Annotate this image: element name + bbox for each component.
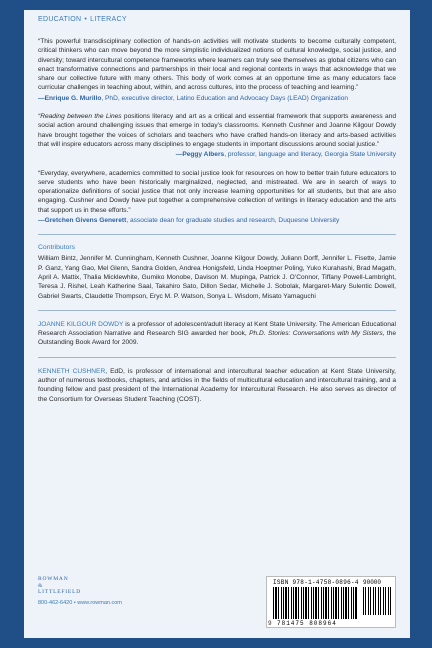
endorsement-attribution-3 (38, 216, 396, 225)
price-code: 90000 (363, 579, 382, 586)
endorsement-quote-1: “This powerful transdisciplinary collection of hands-on activities will motivate students to become culturally competent, critical thinkers who can move beyond the more simplistic individualized notions of cultural knowledge, social justice, and diversity; toward intercultural competence frameworks where learners can truly see themselves as global citizens who can enact transformative connections and partnerships in their local and regional contexts in ways that acknowledge that we share our collective future with many others. This body of work comes at an opportune time as many educators face curricular challenges in teaching about, within, and across cultures, into the process of teaching and learning.” (38, 38, 396, 92)
divider-2 (38, 310, 396, 311)
endorsement-quote-2 (38, 112, 396, 149)
publisher-logo (38, 576, 98, 596)
endorser-role-3: , associate dean for graduate studies and research, Duquesne University (126, 217, 340, 225)
endorser-name-1: —Enrique G. Murillo (38, 94, 102, 102)
endorser-name-2: —Peggy Albers (175, 151, 225, 159)
endorser-role-2: , professor, language and literacy, Georgia State University (224, 151, 396, 159)
endorser-name-3: —Gretchen Givens Generett (38, 217, 127, 225)
content-panel (24, 10, 410, 638)
author-bio-cushner-text: , EdD, is professor of international and intercultural teacher education at Kent State University, author of numerous textbooks, chapters, and articles in the fields of multicultural education and intercultural training, and a founding fellow and past president of the International Academy for Intercultural Research. He also serves as director of the Consortium for Overseas Student Teaching (COST). (38, 367, 396, 403)
author-name-dowdy: JOANNE KILGOUR DOWDY (38, 320, 124, 328)
divider-3 (38, 357, 396, 358)
category-literacy: LITERACY (90, 16, 127, 23)
author-bio-dowdy-text: is a professor of adolescent/adult literacy at Kent State University. The American Educational Research Association Narrative and Research SIG awarded her book, (38, 320, 396, 338)
author-bio-dowdy (38, 320, 396, 348)
isbn-number: ISBN 978-1-4758-0896-4 (273, 579, 359, 586)
price-bars (363, 587, 391, 615)
endorsement-attribution-2 (38, 150, 396, 159)
author-bio-cushner (38, 367, 396, 404)
divider-1 (38, 234, 396, 235)
isbn-barcode (266, 576, 396, 628)
author-name-cushner: KENNETH CUSHNER (38, 367, 106, 375)
publisher-logo-line2: LITTLEFIELD (38, 589, 82, 595)
endorser-role-1: , PhD, executive director, Latino Education and Advocacy Days (LEAD) Organization (101, 94, 349, 102)
contributors-list: William Bintz, Jennifer M. Cunningham, Kenneth Cushner, Joanne Kilgour Dowdy, Juliann Dorff, Jennifer L. Fisette, Jamie P. Ganz, Yang Gao, Mel Glenn, Sandra Golden, Andrea Honigsfeld, Linda Hoeptner Poling, Yuko Kurahashi, Brad Magath, April A. Mattix, Thalia Micklewhite, Gumiko Monobe, Davison M. Mupinga, Patrick J. O’Connor, Tiffany Powell-Lambright, Teresa J. Rishel, Leah Katherine Saal, Takahiro Sato, Dillon Sedar, Michelle J. Sobolak, Margaret-Mary Sulentic Dowell, Gabriel Swarts, Claudette Thompson, Eryc M. P. Watson, Sonya L. Wisdom, Misato Yamaguchi (38, 255, 396, 300)
book-title-italic: “Reading between the Lines (38, 113, 122, 121)
author-book-title: Ph.D. Stories: Conversations with My Sisters (249, 330, 383, 338)
endorsement-quote-3: “Everyday, everywhere, academics committed to social justice look for resources on how to better train future educators to serve students who have been historically marginalized, neglected, and mistreated. We are in search of ways to operationalize definitions of social justice that not only increase learning opportunities for all students, but that are also engaging. Cushner and Dowdy have put together a comprehensive collection of writings in literacy education and the arts that support us in these efforts.” (38, 169, 396, 214)
cover-footer (38, 576, 396, 632)
publisher-logo-amp: & (38, 582, 44, 589)
endorsement-quote-2-text: positions literacy and art as a critical and essential framework that supports awareness and social action around challenging issues that emerge in today’s classrooms. Kenneth Cushner and Joanne Kilgour Dowdy have brought together the voices of scholars and teachers who have crafted hands-on literacy and arts-based activities that will inspire educators across many disciplines to engage students in important discussions around social justice.” (38, 113, 396, 148)
endorsement-attribution-1 (38, 94, 396, 103)
author-bio-dowdy-end: , the Outstanding Book Award for 2009. (38, 330, 396, 347)
ean-prefix: 9 (268, 620, 272, 627)
category-education: EDUCATION (38, 16, 82, 23)
ean-digits: 781475 808964 (277, 620, 337, 627)
publisher-logo-line1: ROWMAN (38, 576, 69, 582)
category-separator: • (84, 16, 88, 23)
category-label (38, 16, 396, 23)
ean-bars (273, 587, 357, 619)
publisher-contact: 800-462-6420 • www.rowman.com (38, 600, 122, 606)
contributors-heading: Contributors (38, 244, 76, 252)
